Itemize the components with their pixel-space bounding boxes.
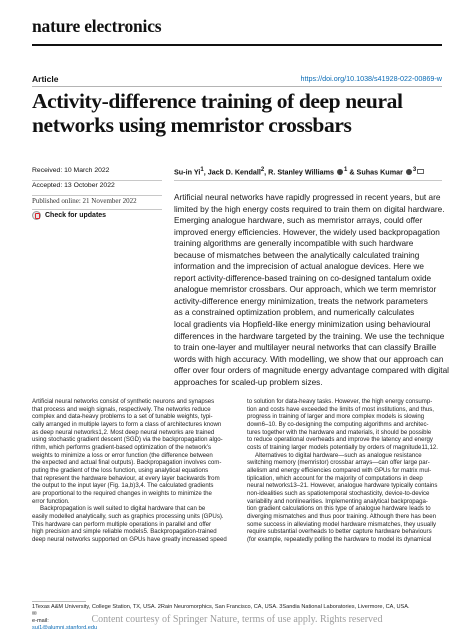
courtesy-watermark: Content courtesy of Springer Nature, terms of use apply. Rights reserved [91,614,383,625]
body-line: some success in alleviating model hardware mismatches, they usually [247,520,436,528]
body-line: non-idealities such as spatiotemporal stochasticity, device-to-device [247,489,430,497]
abstract-line: analogue memristor crossbars. Our approach, which we term memristor [174,285,437,295]
abstract-line: report activity-difference-based training on co-designed tantalum oxide [174,273,432,283]
abstract-line: as a constrained optimization problem, and numerically calculates [174,308,415,318]
abstract-line: activity-difference energy minimization, treats the network parameters [174,296,428,306]
body-column-right [247,398,453,543]
header-rule [32,44,442,46]
abstract-line: improved energy efficiencies. However, the widely used backpropagation [174,227,440,237]
info-divider [32,195,162,196]
author-name: , R. Stanley Williams [264,167,335,177]
body-line: deep neural networks supported on GPUs have greatly increased speed [32,535,227,543]
abstract-line: Emerging analogue hardware, such as memristor arrays, could offer [174,216,423,226]
body-line: variability and nonlinearities. Implementing analytical backpropaga- [247,497,428,505]
abstract-line: limited by the high energy costs required to train them on digital hardware. [174,204,445,214]
body-line: to solution for data-heavy tasks. However, the high energy consump- [247,398,433,405]
received-label: Received: 10 March 2022 [32,167,110,174]
email-icon: ✉ [32,611,37,617]
author-affil-mark: 3 [412,167,417,173]
email-envelope-icon[interactable] [417,169,424,174]
body-line: require substantial overheads to better capture hardware behaviours [247,528,432,536]
author-name: & Suhas Kumar [347,167,403,177]
article-title [32,89,452,137]
body-line: are proportional to the required changes in weights to minimize the [32,489,212,497]
body-line: (for example, repeatedly polling the hardware to model its dynamical [247,535,432,543]
body-line: complex and data-heavy problems to a set of tunable weights, typi- [32,413,213,421]
body-line: This hardware can perform multiple operations in parallel and offer [32,520,212,528]
body-line: switching memory (memristor) crossbar arrays—can offer large par- [247,459,430,467]
body-line: high precision and simple reliable models5. Backpropagation-trained [32,528,217,536]
published-date [32,197,162,205]
title-line: networks using memristor crossbars [32,113,352,137]
body-line: tion gradient calculations on this type of analogue hardware leads to [247,505,431,513]
body-line: to reduce operational overheads and improve the latency and energy [247,436,433,444]
body-line: costs of training larger models potentially by orders of magnitude11,12. [247,443,438,451]
body-line: progress in training of larger and more complex models is slowing [247,413,425,421]
check-for-updates-button[interactable] [32,211,106,220]
accepted-label: Accepted: 13 October 2022 [32,182,115,189]
body-line: diverging mismatches and thus poor training. Although there has been [247,512,437,520]
abstract-line: offer over four orders of magnitude energy advantage compared with digital [174,366,450,376]
abstract-line: local gradients via Hopfield-like energy minimization using behavioural [174,320,431,330]
check-updates-label: Check for updates [45,212,107,219]
info-divider [32,180,162,181]
body-line: tures together with the hardware and materials, it should be possible [247,428,432,436]
body-line: puting the gradient of the loss function, using analytical equations [32,466,209,474]
body-line: rithm, which performs gradient-based optimization of the network’s [32,443,212,451]
body-line: as deep neural networks1,2. Most deep neural networks are trained [32,428,215,436]
body-line: Alternatives to digital hardware—such as analogue resistance [255,451,422,459]
abstract-line: Artificial neural networks have rapidly progressed in recent years, but are [174,193,441,202]
author-rule [174,180,442,181]
author-name: Su-in Yi [174,167,201,177]
body-line: Backpropagation is well suited to digital hardware that can be [40,505,206,513]
body-line: weights to minimize a loss or error function (the difference between [32,451,213,459]
abstract-line: approaches for scaled-up problem sizes. [174,377,323,387]
body-line: Artificial neural networks consist of synthetic neurons and synapses [32,398,215,405]
abstract-line: words with high accuracy. With modelling, we show that our approach can [174,354,444,364]
abstract-line: information and the imprecision of actual analogue devices. Here we [174,262,424,272]
body-line: neural networks13–21. However, analogue hardware typically contains [247,482,438,490]
published-label: Published online: 21 November 2022 [32,197,137,205]
info-divider [32,209,162,210]
abstract-line: differences in the hardware targeted by the training. We use the technique [174,331,445,341]
body-column-left [32,398,238,543]
abstract-line: training algorithms are generally incompatible with such hardware [174,239,414,249]
check-updates-icon [32,211,41,220]
footnote-rule [32,601,86,602]
abstract [174,192,450,388]
accepted-date [32,182,162,189]
article-type: Article [32,74,59,84]
body-line: using stochastic gradient descent (SGD) via the backpropagation algo- [32,436,223,444]
body-line: tion and costs have exceeded the limits of most institutions, and thus, [247,405,434,413]
orcid-icon[interactable] [337,169,343,175]
author-affil-mark: 1 [344,167,348,173]
doi-link[interactable]: https://doi.org/10.1038/s41928-022-00869-w [300,74,442,83]
author-affil-mark: 1 [200,167,204,173]
body-line: that process and weigh signals, respectively. The networks reduce [32,405,211,413]
body-line: error function. [32,497,70,505]
body-line: the expected and actual final outputs). Backpropagation involves com- [32,459,222,467]
email-link[interactable]: sui1@alumni.stanford.edu [32,625,98,629]
orcid-icon[interactable] [406,169,412,175]
email-label: e-mail: [32,618,49,624]
body-line: tiplication, which account for the majority of computations in deep [247,474,423,482]
body-line: easily modelled analytically, such as graphics processing units (GPUs). [32,512,224,520]
affiliation-line: 1Texas A&M University, College Station, TX, USA. 2Rain Neuromorphics, San Francisco, CA, USA. 3Sandia National Laboratories, Livermore, CA, USA. [32,604,410,610]
body-line: down6–10. By co-designing the computing algorithms and architec- [247,420,429,428]
body-line: the output to the input layer (Fig. 1a,b)3,4. The calculated gradients [32,482,214,490]
title-rule [32,86,442,87]
received-date [32,167,162,174]
body-line: that represent the hardware behaviour, at every layer backwards from [32,474,220,482]
author-name: , Jack D. Kendall [203,167,261,177]
abstract-line: to train one-layer and multilayer neural networks that can classify Braille [174,343,437,353]
author-list [174,167,424,176]
journal-name: nature electronics [32,16,162,36]
body-line: cally arranged in multiple layers to form a class of architectures known [32,420,222,428]
title-line: Activity-difference training of deep neural [32,89,403,113]
body-line: allelism and energy efficiencies compared with GPUs for matrix mul- [247,466,432,474]
abstract-line: because of mismatches between the analytically calculated training [174,250,420,260]
author-affil-mark: 2 [260,167,265,173]
